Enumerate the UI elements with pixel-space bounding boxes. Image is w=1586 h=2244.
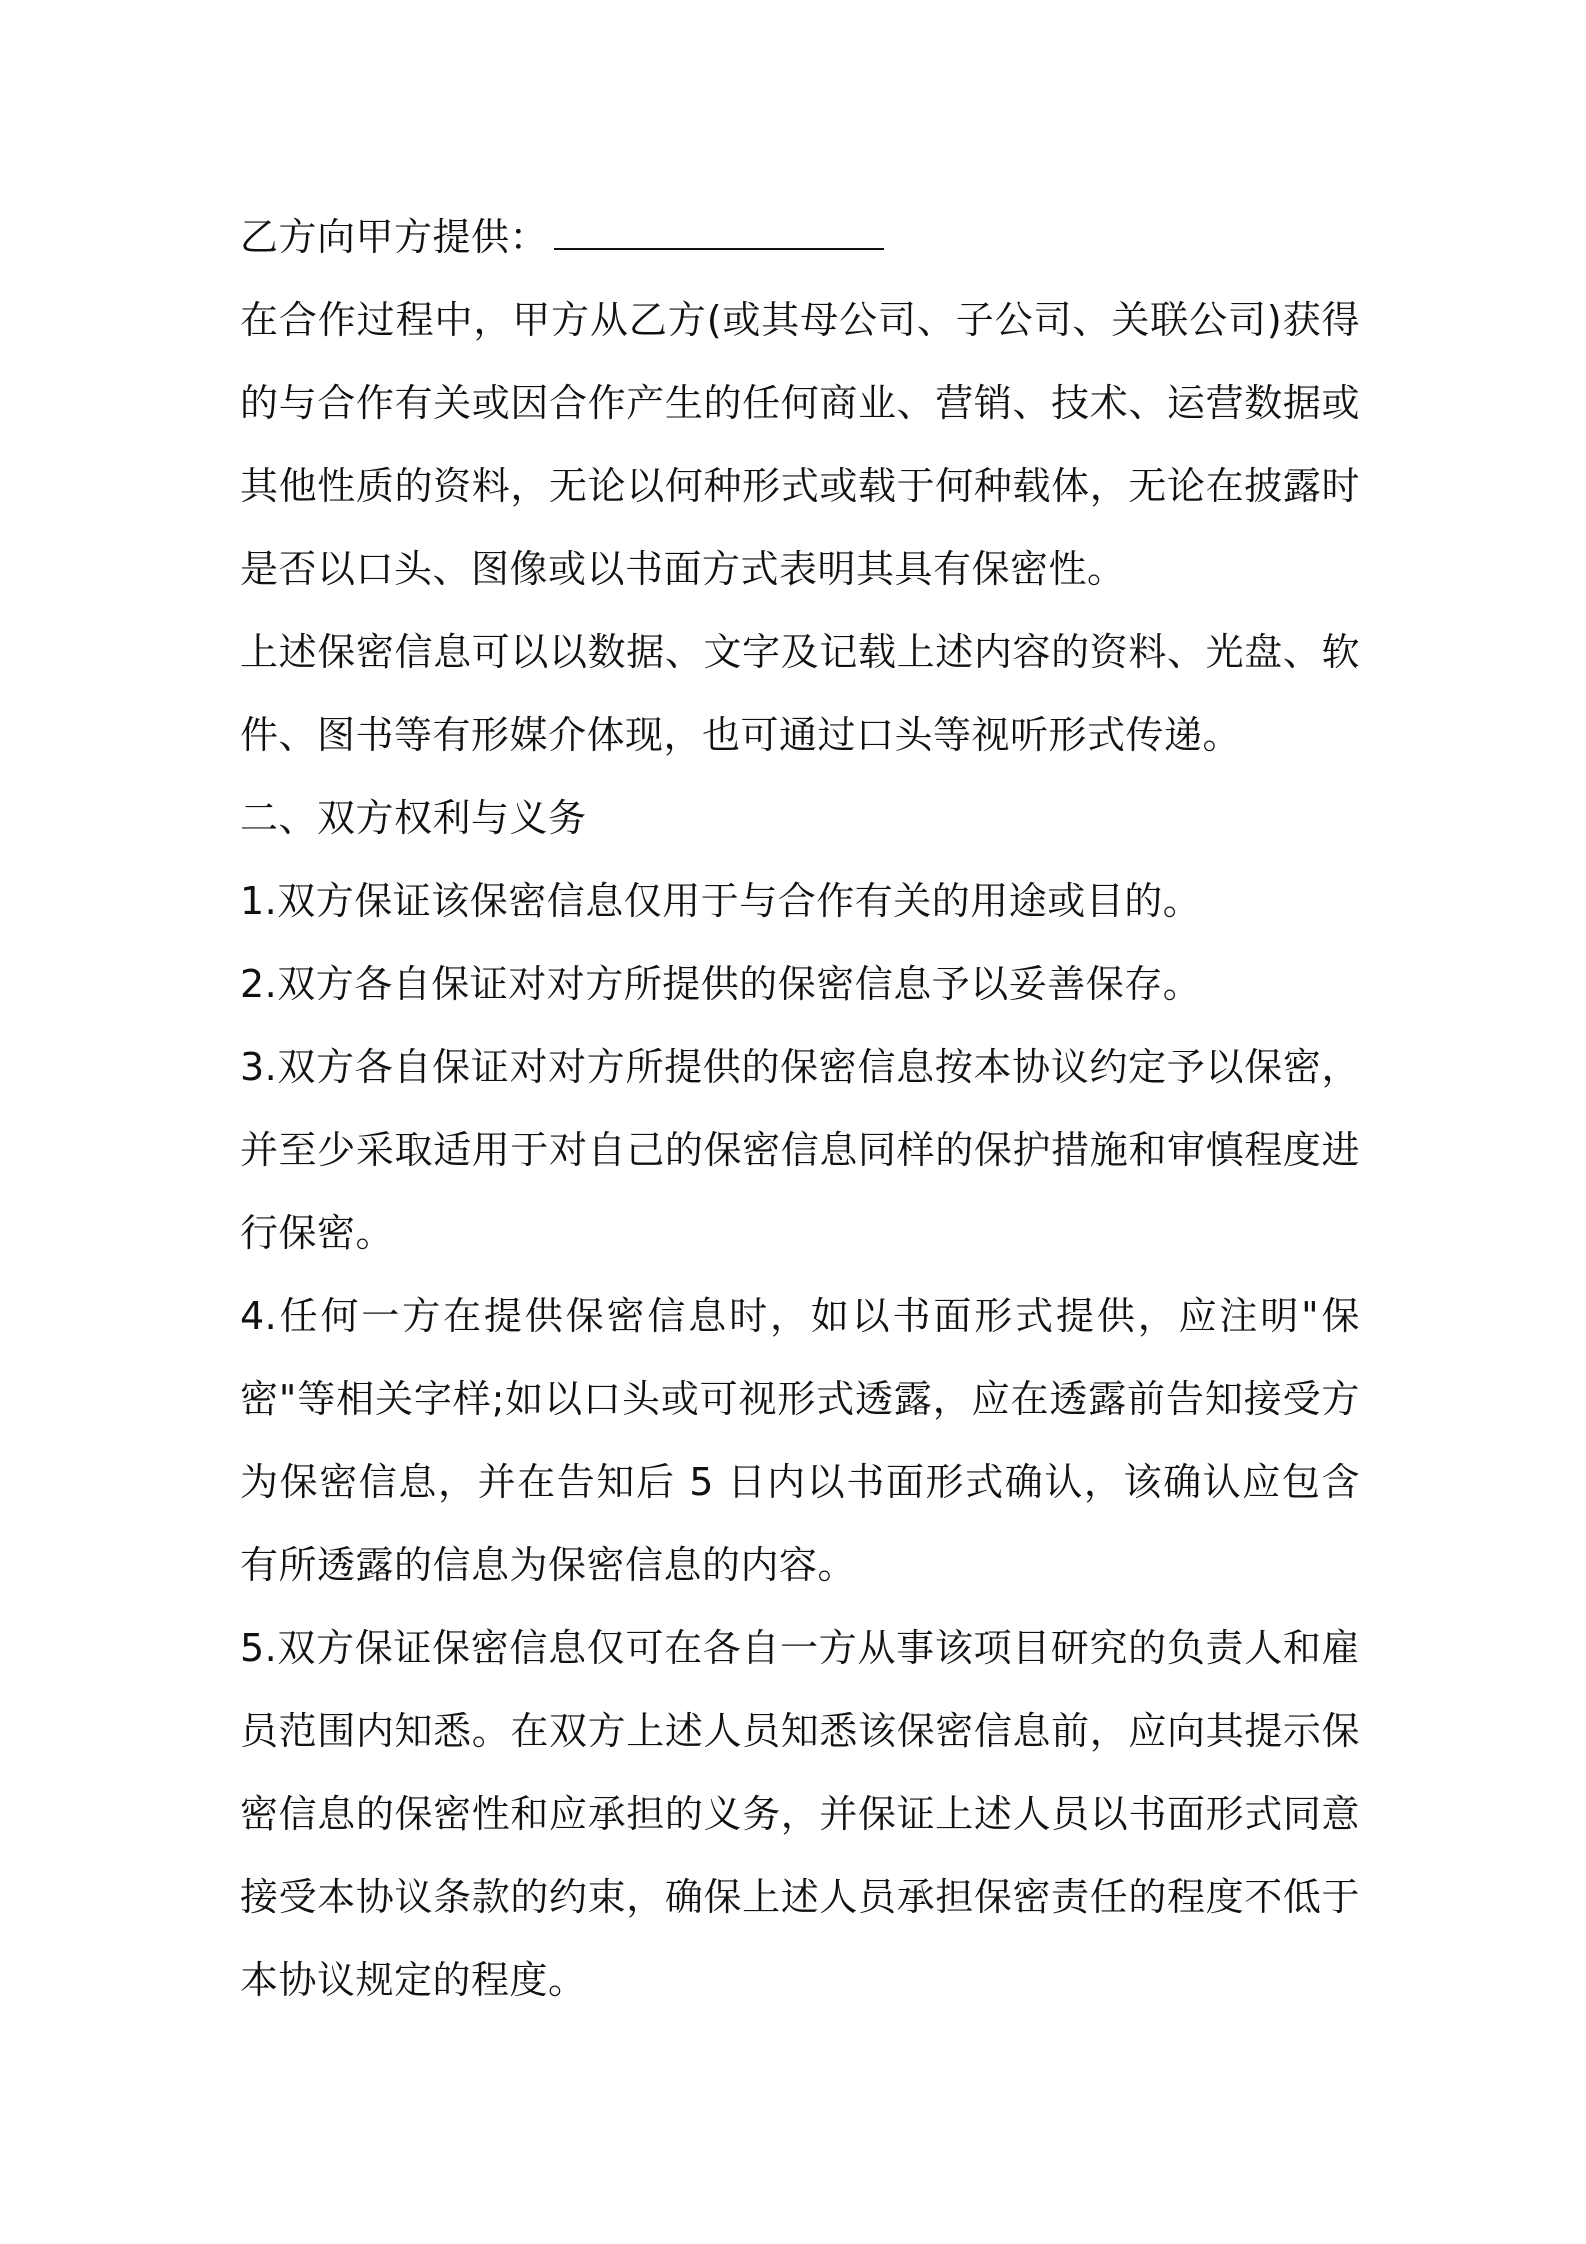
document-body — [240, 196, 1360, 2022]
section-heading-rights-obligations: 二、双方权利与义务 — [240, 796, 587, 840]
paragraph-confidential-media: 上述保密信息可以以数据、文字及记载上述内容的资料、光盘、软件、图书等有形媒介体现，也可通过口头等视听形式传递。 — [240, 630, 1360, 757]
clause-1: 1.双方保证该保密信息仅用于与合作有关的用途或目的。 — [240, 879, 1202, 923]
provide-line-label: 乙方向甲方提供： — [240, 215, 549, 259]
clause-3: 3.双方各自保证对对方所提供的保密信息按本协议约定予以保密，并至少采取适用于对自己的保密信息同样的保护措施和审慎程度进行保密。 — [240, 1045, 1360, 1255]
clause-4: 4.任何一方在提供保密信息时，如以书面形式提供，应注明"保密"等相关字样;如以口头或可视形式透露，应在透露前告知接受方为保密信息，并在告知后 5 日内以书面形式确认，该确认应包含有所透露的信息为保密信息的内容。 — [240, 1294, 1360, 1587]
clause-5: 5.双方保证保密信息仅可在各自一方从事该项目研究的负责人和雇员范围内知悉。在双方上述人员知悉该保密信息前，应向其提示保密信息的保密性和应承担的义务，并保证上述人员以书面形式同意接受本协议条款的约束，确保上述人员承担保密责任的程度不低于本协议规定的程度。 — [240, 1626, 1360, 2002]
provide-line — [240, 196, 1360, 279]
paragraph-confidential-definition: 在合作过程中，甲方从乙方(或其母公司、子公司、关联公司)获得的与合作有关或因合作产生的任何商业、营销、技术、运营数据或其他性质的资料，无论以何种形式或载于何种载体，无论在披露时是否以口头、图像或以书面方式表明其具有保密性。 — [240, 298, 1360, 591]
fill-in-blank — [554, 196, 884, 250]
clause-2: 2.双方各自保证对对方所提供的保密信息予以妥善保存。 — [240, 962, 1202, 1006]
